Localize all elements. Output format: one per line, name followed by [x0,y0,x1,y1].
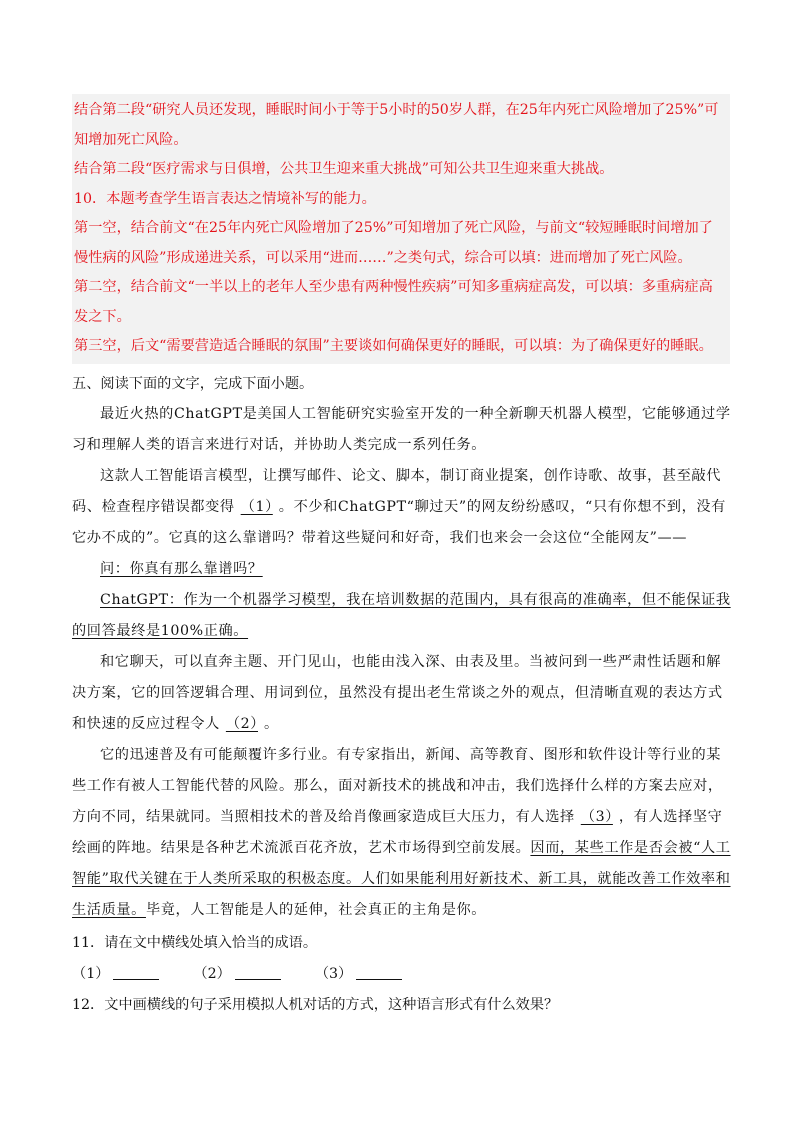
answer-explanation-block [72,94,730,364]
answer-line: 结合第二段“医疗需求与日俱增，公共卫生迎来重大挑战”可知公共卫生迎来重大挑战。 [74,161,614,177]
answer-line: 第一空，结合前文“在25年内死亡风险增加了25%”可知增加了死亡风险，与前文“较短睡眠时间增加了 [74,220,713,236]
answer-line: 知增加死亡风险。 [74,131,188,148]
blank-2: （2） [225,716,258,732]
answer-line: 第二空，结合前文“一半以上的老年人至少患有两种慢性疾病”可知多重病症高发，可以填：多重病症高 [74,279,713,295]
fill-blank-2[interactable]: （2） [193,959,280,990]
paragraph-1: 最近火热的ChatGPT是美国人工智能研究实验室开发的一种全新聊天机器人模型，它能够通过学习和理解人类的语言来进行对话，并协助人类完成一系列任务。 [72,406,731,453]
blank-1: （1） [240,499,273,515]
dialog-question: 问：你真有那么靠谱吗？ [100,561,263,577]
blank-3: （3） [580,809,613,825]
fill-blank-1[interactable]: （1） [72,959,159,990]
question-11: 11．请在文中横线处填入恰当的成语。 [72,935,318,951]
answer-line: 结合第二段“研究人员还发现，睡眠时间小于等于5小时的50岁人群，在25年内死亡风险增加了25%”可 [74,102,719,118]
answer-line: 第三空，后文“需要营造适合睡眠的氛围”主要谈如何确保更好的睡眠，可以填：为了确保更好的睡眠。 [74,338,713,354]
paragraph-3: 和它聊天，可以直奔主题、开门见山，也能由浅入深、由表及里。当被问到一些严肃性话题和解决方案，它的回答逻辑合理、用词到位，虽然没有提出老生常谈之外的观点，但清晰直观的表达方式和快速的反应过程令人 （2） 。 [72,654,723,732]
underlined-sentence: 因而，某些工作是否会被“人工智能”取代关键在于人类所采取的积极态度。人们如果能利用好新技术、新工具，就能改善工作效率和生活质量。 [72,840,731,918]
reading-section [72,370,732,926]
answer-line: 10．本题考查学生语言表达之情境补写的能力。 [74,190,376,207]
questions-block [72,928,732,1021]
answer-line: 发之下。 [74,308,131,325]
paragraph-2: 这款人工智能语言模型，让撰写邮件、论文、脚本，制订商业提案，创作诗歌、故事，甚至敲代码、检查程序错误都变得 （1） 。不少和ChatGPT“聊过天”的网友纷纷感叹，“只有你想不到，没有它办不成的”。它真的这么靠谱吗？带着这些疑问和好奇，我们也来会一会这位“全能网友”—— [72,468,726,546]
section-heading: 五、阅读下面的文字，完成下面小题。 [72,376,314,392]
fill-blank-3[interactable]: （3） [315,959,402,990]
paragraph-4: 它的迅速普及有可能颠覆许多行业。有专家指出，新闻、高等教育、图形和软件设计等行业的某些工作有被人工智能代替的风险。那么，面对新技术的挑战和冲击，我们选择什么样的方案去应对，方向不同，结果就同。当照相技术的普及给肖像画家造成巨大压力，有人选择 （3） ，有人选择坚守绘画的阵地。结果是各种艺术流派百花齐放，艺术市场得到空前发展。因而，某些工作是否会被“人工智能”取代关键在于人类所采取的积极态度。人们如果能利用好新技术、新工具，就能改善工作效率和生活质量。毕竟，人工智能是人的延伸，社会真正的主角是你。 [72,747,731,918]
fill-blanks-row [72,959,732,990]
answer-line: 慢性病的风险”形成递进关系，可以采用“进而……”之类句式，综合可以填：进而增加了死亡风险。 [74,249,692,266]
dialog-answer: ChatGPT：作为一个机器学习模型，我在培训数据的范围内，具有很高的准确率，但不能保证我的回答最终是100%正确。 [72,592,731,639]
question-12: 12．文中画横线的句子采用模拟人机对话的方式，这种语言形式有什么效果？ [72,997,559,1013]
reading-passage [72,399,732,926]
